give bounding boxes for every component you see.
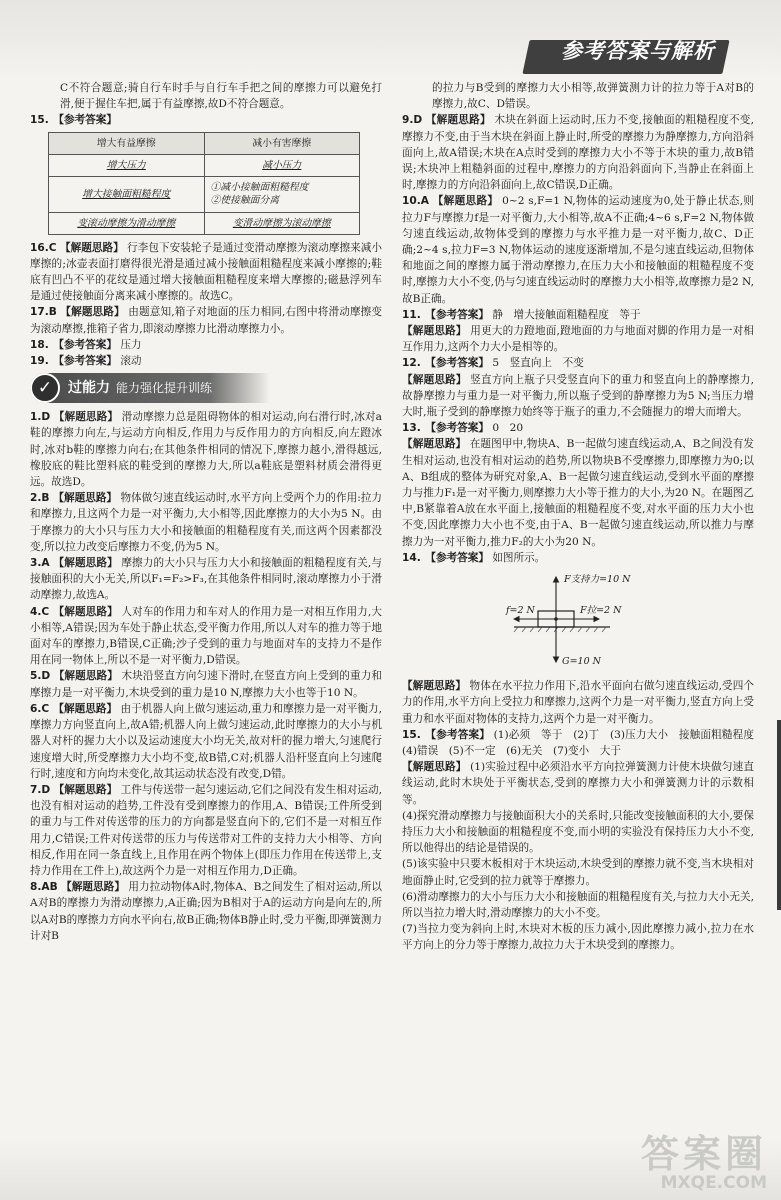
table-cell: 变滑动摩擦为滚动摩擦 — [204, 212, 360, 234]
answer-text: 5 竖直向上 不变 — [492, 357, 584, 370]
answer-3: 3.A 【解题思路】 摩擦力的大小只与压力大小和接触面的粗糙程度有关,与接触面积的大小无关,所以F₁=F₂>F₃,在其他条件相同时,滚动摩擦力小于滑动摩擦力,故选A。 — [30, 557, 382, 602]
answer-text: 摩擦力的大小只与压力大小和接触面的粗糙程度有关,与接触面积的大小无关,所以F₁=F₂>F₃,在其他条件相同时,滚动摩擦力小于滑动摩擦力,故选A。 — [30, 557, 382, 602]
answer-continuation: 的拉力与B受到的摩擦力大小相等,故弹簧测力计的拉力等于A对B的摩擦力,故C、D错误。 — [432, 82, 754, 111]
friction-table — [48, 132, 360, 235]
answer-text: 用更大的力蹬地面,蹬地面的力与地面对脚的作用力是一对相互作用力,这两个力大小是相等的。 — [402, 325, 754, 354]
table-cell: 增大压力 — [49, 154, 205, 176]
answer-text: 物体在水平拉力作用下,沿水平面向右做匀速直线运动,受四个力的作用,水平方向上受拉力和摩擦力,这两个力是一对平衡力,竖直方向上受重力和水平面对物体的支持力,这两个力是一对平衡力。 — [402, 680, 754, 725]
friction-label: f=2 N — [506, 605, 535, 617]
section-title: 过能力 — [68, 380, 110, 397]
answer-16: 16.C 【解题思路】 行李包下安装轮子是通过变滑动摩擦为滚动摩擦来减小摩擦的;冰壶表面打磨得很光滑是通过减小接触面粗糙程度来减小摩擦的;鞋底有凹凸不平的花纹是通过增大接触面粗糙程度来增大摩擦的;磁悬浮列车是通过使接触面分离来减小摩擦的。故选C。 — [30, 241, 383, 303]
answer-text: 用力拉动物体A时,物体A、B之间发生了相对运动,所以A对B的摩擦力为滑动摩擦力,A正确;因为B相对于A的运动方向是向左的,所以A对B的摩擦力方向水平向右,故B正确;物体B静止时,受力平衡,即弹簧测力计对B — [30, 881, 382, 942]
answer-text: (1)必须 等于 (2)丁 (3)压力大小 接触面粗糙程度 (4)错误 (5)不一定 (6)无关 (7)变小 大于 — [402, 728, 765, 757]
answer-4: 4.C 【解题思路】 人对车的作用力和车对人的作用力是一对相互作用力,大小相等,A错误;因为车处于静止状态,受平衡力作用,所以人对车的推力等于地面对车的摩擦力,B错误,C正确;沙子受到的重力与地面对车的支持力不是作用在同一物体上,所以不是一对平衡力,D错误。 — [30, 605, 382, 667]
answer-text: 滚动 — [120, 355, 142, 368]
table-row — [49, 154, 360, 176]
analysis-point-5: (5)该实验中只要木板相对于木块运动,木块受到的摩擦力就不变,当木块相对地面静止时,它受到的拉力就等于摩擦力。 — [402, 858, 754, 887]
analysis-point-4: (4)探究滑动摩擦力与接触面积大小的关系时,只能改变接触面积的大小,要保持压力大小和接触面的粗糙程度不变,而小明的实验没有保持压力大小不变,所以他得出的结论是错误的。 — [402, 809, 754, 855]
answer-text: 0~2 s,F=1 N,物体的运动速度为0,处于静止状态,则拉力F与摩擦力f是一对平衡力,大小相等,故A不正确;4~6 s,F=2 N,物体做匀速直线运动,故物体受到的摩擦力与水平推力是一对平衡力,故C、D正确;2~4 s,拉力F=3 N,物体运动的速度逐渐增加,不是匀速直线运动,但物体和地面之间的摩擦力属于滑动摩擦力,在压力大小和接触面的粗糙程度不变时,摩擦力大小不变,仍与匀速直线运动时的摩擦力大小相等,故摩擦力是2 N,故B正确。 — [402, 195, 755, 305]
answer-1: 1.D 【解题思路】 滑动摩擦力总是阻碍物体的相对运动,向右滑行时,冰对a鞋的摩擦力向左,与运动方向相反,作用力与反作用力的方向相反,向左蹬冰时,冰对b鞋的摩擦力向右;在其他条件相同的情况下,摩擦力越小,滑得越远,橡胶底的鞋比塑料底的鞋受到的摩擦力大,所以a鞋底是塑料材质会滑得更远。故选D。 — [30, 411, 382, 489]
answer-text: (1)实验过程中必须沿水平方向拉弹簧测力计使木块做匀速直线运动,此时木块处于平衡状态,受到的摩擦力大小和弹簧测力计的示数相等。 — [402, 761, 754, 806]
watermark-logo — [641, 1134, 767, 1192]
analysis-point-7: (7)当拉力变为斜向上时,木块对木板的压力减小,因此摩擦力减小,拉力在水平方向上的分力等于摩擦力,故拉力大于木块受到的摩擦力。 — [402, 923, 754, 952]
answer-9: 9.D 【解题思路】 木块在斜面上运动时,压力不变,接触面的粗糙程度不变,摩擦力不变,由于当木块在斜面上静止时,所受的摩擦力为静摩擦力,方向沿斜面向上,故A错误;木块在A点时受到的摩擦力大小不等于木块的重力,故B错误;木块冲上粗糙斜面的过程中,摩擦力的方向沿斜面向下,当静止在斜面上时,摩擦力的方向沿斜面向上,故C错误,D正确。 — [402, 114, 754, 192]
answer-15 — [30, 112, 382, 128]
answer-5: 5.D 【解题思路】 木块沿竖直方向匀速下滑时,在竖直方向上受到的重力和摩擦力是一对平衡力,木块受到的重力是10 N,摩擦力大小也等于10 N。 — [30, 670, 383, 699]
page-title: 参考答案与解析 — [561, 39, 715, 63]
table-row — [49, 176, 360, 212]
answer-12-analysis: 【解题思路】 竖直方向上瓶子只受竖直向下的重力和竖直向上的静摩擦力,故静摩擦力与重力是一对平衡力,所以瓶子受到的静摩擦力为5 N;当压力增大时,瓶子受到的静摩擦力始终等于瓶子的重力,不会随握力的增大而增大。 — [402, 373, 754, 419]
answer-text: 行李包下安装轮子是通过变滑动摩擦为滚动摩擦来减小摩擦的;冰壶表面打磨得很光滑是通过减小接触面粗糙程度来减小摩擦的;鞋底有凹凸不平的花纹是通过增大接触面粗糙程度来增大摩擦的;磁悬浮列车是通过使接触面分离来减小摩擦的。故选C。 — [30, 241, 383, 303]
page-edge-marker — [777, 720, 781, 910]
pull-force-label: F拉=2 N — [580, 605, 622, 617]
answer-13: 13. 【参考答案】 0 20 — [402, 422, 524, 435]
left-column — [30, 80, 382, 944]
answer-2: 2.B 【解题思路】 物体做匀速直线运动时,水平方向上受两个力的作用:拉力和摩擦力,且这两个力是一对平衡力,大小相等,因此摩擦力的大小为5 N。由于摩擦力的大小只与压力大小和接触面的粗糙程度有关,而这两个因素都没变,所以拉力改变后摩擦力不变,仍为5 N。 — [30, 492, 383, 553]
answer-10: 10.A 【解题思路】 0~2 s,F=1 N,物体的运动速度为0,处于静止状态,则拉力F与摩擦力f是一对平衡力,大小相等,故A不正确;4~6 s,F=2 N,物体做匀速直线运动,故物体受到的摩擦力与水平推力是一对平衡力,故C、D正确;2~4 s,拉力F=3 N,物体运动的速度逐渐增加,不是匀速直线运动,但物体和地面之间的摩擦力属于滑动摩擦力,在压力大小和接触面的粗糙程度不变时,摩擦力大小不变,仍与匀速直线运动时的摩擦力大小相等,故摩擦力是2 N,故B正确。 — [402, 195, 755, 305]
answer-text: 竖直方向上瓶子只受竖直向下的重力和竖直向上的静摩擦力,故静摩擦力与重力是一对平衡力,所以瓶子受到的静摩擦力为5 N;当压力增大时,瓶子受到的静摩擦力始终等于瓶子的重力,不会随握力的增大而增大。 — [402, 373, 754, 419]
answer-6: 6.C 【解题思路】 由于机器人向上做匀速运动,重力和摩擦力是一对平衡力,摩擦力方向竖直向上,故A错;机器人向上做匀速运动,此时摩擦力的大小与机器人对杆的握力大小以及运动速度大小均无关,故对杆的握力增大,匀速爬行速度增大时,所受摩擦力大小均不变,故B错,C对;机器人沿杆竖直向上匀速爬行时,速度和方向均未变化,故其运动状态没有改变,D错。 — [30, 702, 382, 780]
section-header — [30, 373, 270, 403]
answer-text: 如图所示。 — [492, 551, 546, 564]
table-header-cell: 减小有害摩擦 — [204, 132, 360, 154]
answer-text: 木块沿竖直方向匀速下滑时,在竖直方向上受到的重力和摩擦力是一对平衡力,木块受到的重力是10 N,摩擦力大小也等于10 N。 — [30, 670, 383, 699]
answer-text: 人对车的作用力和车对人的作用力是一对相互作用力,大小相等,A错误;因为车处于静止状态,受平衡力作用,所以人对车的推力等于地面对车的摩擦力,B错误,C正确;沙子受到的重力与地面对车的支持力不是作用在同一物体上,所以不是一对平衡力,D错误。 — [30, 605, 382, 667]
answer-text: 压力 — [120, 338, 142, 351]
answer-7: 7.D 【解题思路】 工件与传送带一起匀速运动,它们之间没有发生相对运动,也没有相对运动的趋势,工件没有受到摩擦力的作用,A、B错误;工件所受到的重力与工件对传送带的压力的方向都是竖直向下的,它们不是一对相互作用力,C错误;工件对传送带的压力与传送带对工件的支持力大小相等、方向相反,作用在同一条直线上,且作用在两个物体上(即压力作用在传送带上,支持力作用在工件上),故这两个力是一对相互作用力,D正确。 — [30, 783, 383, 877]
answer-continuation: C不符合题意;骑自行车时手与自行车手把之间的摩擦力可以避免打滑,便于握住车把,属于有益摩擦,故D不符合题意。 — [60, 82, 382, 111]
answer-text: 滑动摩擦力总是阻碍物体的相对运动,向右滑行时,冰对a鞋的摩擦力向左,与运动方向相反,作用力与反作用力的方向相反,向左蹬冰时,冰对b鞋的摩擦力向右;在其他条件相同的情况下,摩擦力越小,滑得越远,橡胶底的鞋比塑料底的鞋受到的摩擦力大,所以a鞋底是塑料材质会滑得更远。故选D。 — [30, 411, 382, 489]
watermark-domain: MXQE.COM — [660, 1173, 767, 1193]
force-diagram — [402, 570, 754, 670]
right-column — [402, 80, 765, 954]
answer-11: 11. 【参考答案】 静 增大接触面粗糙程度 等于 — [402, 308, 641, 321]
analysis-point-6: (6)滑动摩擦力的大小与压力大小和接触面的粗糙程度有关,与拉力大小无关,所以当拉力增大时,滑动摩擦力的大小不变。 — [402, 890, 754, 919]
answer-text: 在题图甲中,物块A、B一起做匀速直线运动,A、B之间没有发生相对运动,也没有相对运动的趋势,所以物块B不受摩擦力,即摩擦力为0;以A、B组成的整体为研究对象,A、B一起做匀速直线运动,受到水平面的摩擦力与推力F₁是一对平衡力,则摩擦力大小等于推力的大小,为20 N。在题图乙中,B紧靠着A放在水平面上,接触面的粗糙程度不变,对水平面的压力大小也不变,因此摩擦力大小也不变,由于A、B一起做匀速直线运动,所以推力与摩擦力为一对平衡力,推力F₂的大小为20 N。 — [402, 438, 754, 548]
answer-15b: 15. 【参考答案】 (1)必须 等于 (2)丁 (3)压力大小 接触面粗糙程度 (4)错误 (5)不一定 (6)无关 (7)变小 大于 — [402, 728, 765, 757]
answer-text: 木块在斜面上运动时,压力不变,接触面的粗糙程度不变,摩擦力不变,由于当木块在斜面上静止时,所受的摩擦力为静摩擦力,方向沿斜面向上,故A错误;木块在A点时受到的摩擦力大小不等于木块的重力,故B错误;木块冲上粗糙斜面的过程中,摩擦力的方向沿斜面向下,当静止在斜面上时,摩擦力的方向沿斜面向上,故C错误,D正确。 — [402, 114, 754, 192]
support-force-label: F支持力=10 N — [564, 574, 631, 586]
answer-13-analysis: 【解题思路】 在题图甲中,物块A、B一起做匀速直线运动,A、B之间没有发生相对运动,也没有相对运动的趋势,所以物块B不受摩擦力,即摩擦力为0;以A、B组成的整体为研究对象,A、B一起做匀速直线运动,受到水平面的摩擦力与推力F₁是一对平衡力,则摩擦力大小等于推力的大小,为20 N。在题图乙中,B紧靠着A放在水平面上,接触面的粗糙程度不变,对水平面的压力大小也不变,因此摩擦力大小也不变,由于A、B一起做匀速直线运动,所以推力与摩擦力为一对平衡力,推力F₂的大小为20 N。 — [402, 438, 754, 548]
gravity-label: G=10 N — [562, 656, 601, 668]
answer-17: 17.B 【解题思路】 由题意知,箱子对地面的压力相同,右图中将滑动摩擦变为滚动摩擦,推箱子省力,即滚动摩擦力比滑动摩擦力小。 — [30, 306, 383, 335]
question-number: 15. — [30, 114, 49, 127]
answer-text: 静 增大接触面粗糙程度 等于 — [492, 308, 641, 321]
answer-text: 物体做匀速直线运动时,水平方向上受两个力的作用:拉力和摩擦力,且这两个力是一对平衡力,大小相等,因此摩擦力的大小为5 N。由于摩擦力的大小只与压力大小和接触面的粗糙程度有关,而这两个因素都没变,所以拉力改变后摩擦力不变,仍为5 N。 — [30, 492, 383, 553]
table-cell: 增大接触面粗糙程度 — [49, 176, 205, 212]
table-cell: 变滚动摩擦为滑动摩擦 — [49, 212, 205, 234]
table-row — [49, 212, 360, 234]
table-header-row — [49, 132, 360, 154]
answer-8: 8.AB 【解题思路】 用力拉动物体A时,物体A、B之间发生了相对运动,所以A对B的摩擦力为滑动摩擦力,A正确;因为B相对于A的运动方向是向左的,所以A对B的摩擦力方向水平向右,故B正确;物体B静止时,受力平衡,即弹簧测力计对B — [30, 881, 382, 942]
table-header-cell: 增大有益摩擦 — [49, 132, 205, 154]
answer-11-analysis: 【解题思路】 用更大的力蹬地面,蹬地面的力与地面对脚的作用力是一对相互作用力,这两个力大小是相等的。 — [402, 325, 754, 354]
table-cell: 减小压力 — [204, 154, 360, 176]
answer-18: 18. 【参考答案】 压力 — [30, 338, 142, 351]
answer-text: 工件与传送带一起匀速运动,它们之间没有发生相对运动,也没有相对运动的趋势,工件没有受到摩擦力的作用,A、B错误;工件所受到的重力与工件对传送带的压力的方向都是竖直向下的,它们不是一对相互作用力,C错误;工件对传送带的压力与传送带对工件的支持力大小相等、方向相反,作用在同一条直线上,且作用在两个物体上(即压力作用在传送带上,支持力作用在工件上),故这两个力是一对相互作用力,D正确。 — [30, 783, 383, 877]
force-diagram-svg — [402, 570, 754, 670]
answer-15b-analysis: 【解题思路】 (1)实验过程中必须沿水平方向拉弹簧测力计使木块做匀速直线运动,此时木块处于平衡状态,受到的摩擦力大小和弹簧测力计的示数相等。 — [402, 761, 754, 806]
answer-14: 14. 【参考答案】 如图所示。 — [402, 551, 546, 564]
answer-text: 由于机器人向上做匀速运动,重力和摩擦力是一对平衡力,摩擦力方向竖直向上,故A错;机器人向上做匀速运动,此时摩擦力的大小与机器人对杆的握力大小以及运动速度大小均无关,故对杆的握力增大,匀速爬行速度增大时,所受摩擦力大小均不变,故B错,C对;机器人沿杆竖直向上匀速爬行时,速度和方向均未变化,故其运动状态没有改变,D错。 — [30, 702, 382, 780]
answer-text: 由题意知,箱子对地面的压力相同,右图中将滑动摩擦变为滚动摩擦,推箱子省力,即滚动摩擦力比滑动摩擦力小。 — [30, 306, 383, 335]
section-subtitle: 能力强化提升训练 — [116, 381, 213, 396]
table-cell: ①减小接触面粗糙程度 ②使接触面分离 — [204, 176, 360, 212]
answer-tag: 【参考答案】 — [53, 114, 117, 127]
check-icon: ✓ — [30, 373, 60, 403]
ground-hatch — [514, 627, 606, 632]
answer-12: 12. 【参考答案】 5 竖直向上 不变 — [402, 357, 584, 370]
watermark-text: 答案圈 — [640, 1132, 767, 1176]
answer-19: 19. 【参考答案】 滚动 — [30, 355, 142, 368]
answer-14-analysis: 【解题思路】 物体在水平拉力作用下,沿水平面向右做匀速直线运动,受四个力的作用,水平方向上受拉力和摩擦力,这两个力是一对平衡力,竖直方向上受重力和水平面对物体的支持力,这两个力是一对平衡力。 — [402, 680, 754, 725]
answer-text: 0 20 — [492, 422, 524, 435]
